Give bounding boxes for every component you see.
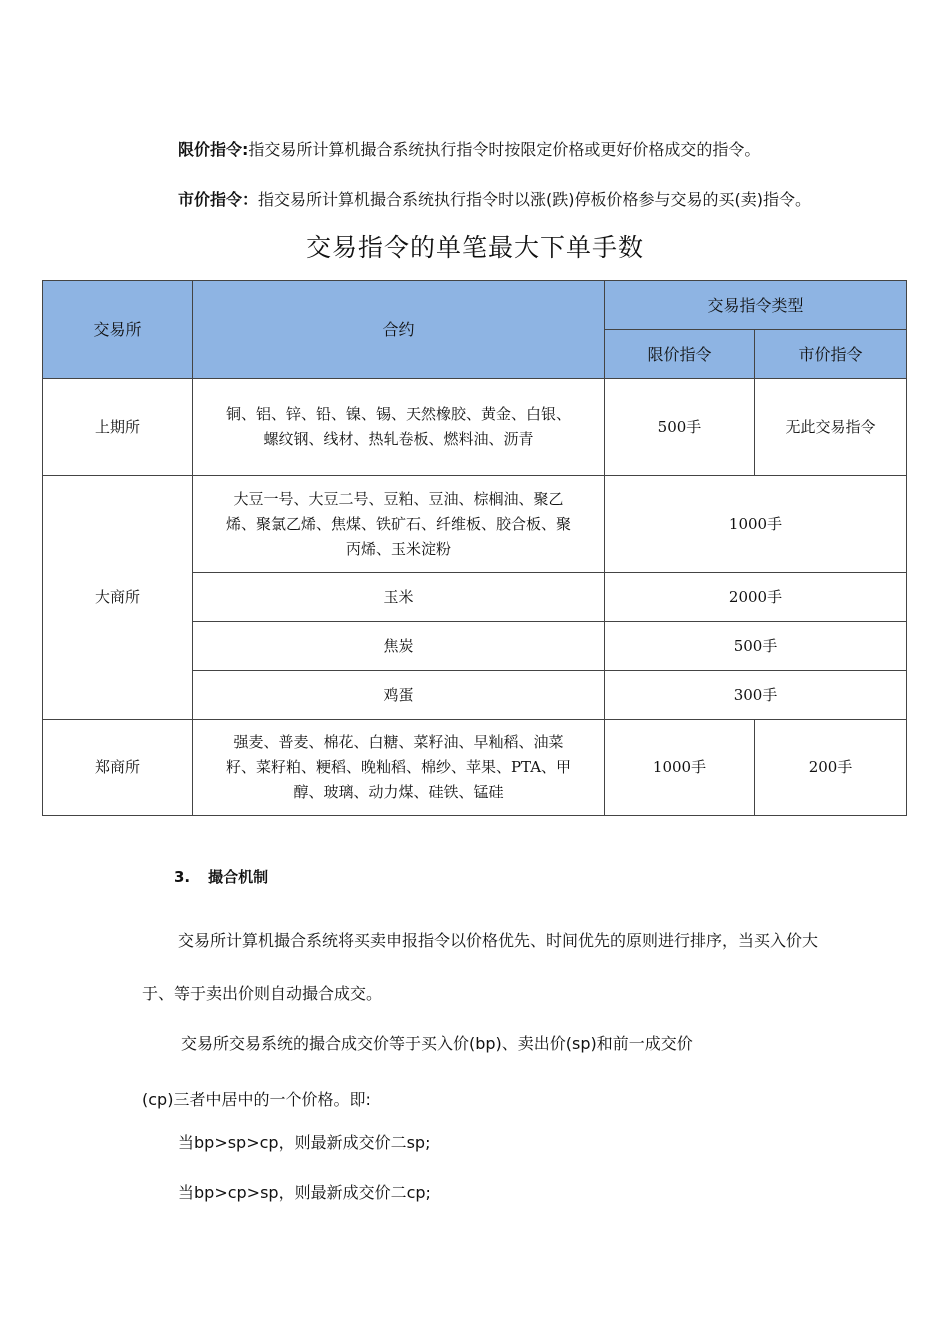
- contract-cell: 焦炭: [193, 622, 605, 671]
- contract-line: 烯、聚氯乙烯、焦煤、铁矿石、纤维板、胶合板、聚: [225, 514, 571, 533]
- contract-line: 籽、菜籽粕、粳稻、晚籼稻、棉纱、苹果、PTA、甲: [225, 758, 572, 776]
- table-row: [43, 379, 907, 476]
- max-order-cell: 300手: [605, 671, 907, 720]
- contract-line: 醇、玻璃、动力煤、硅铁、锰硅: [293, 783, 504, 801]
- paragraph-line: (cp)三者中居中的一个价格。即:: [142, 1090, 371, 1109]
- limit-order-cell: 1000手: [605, 720, 755, 816]
- max-order-cell: 500手: [605, 622, 907, 671]
- max-order-cell: 1000手: [605, 476, 907, 573]
- paragraph-line: 交易所计算机撮合系统将买卖申报指令以价格优先、时间优先的原则进行排序，当买入价大: [178, 931, 819, 950]
- header-limit-order: 限价指令: [605, 330, 755, 379]
- market-order-text: 指交易所计算机撮合系统执行指令时以涨(跌)停板价格参与交易的买(卖)指令。: [258, 190, 812, 209]
- contract-cell: [193, 720, 605, 816]
- order-limits-table: [42, 280, 907, 816]
- market-order-cell: 无此交易指令: [755, 379, 907, 476]
- limit-order-definition: [178, 137, 760, 160]
- limit-order-term: 限价指令: [178, 140, 243, 159]
- contract-line: 螺纹钢、线材、热轧卷板、燃料油、沥青: [263, 430, 534, 448]
- paragraph-line: 于、等于卖出价则自动撮合成交。: [142, 984, 383, 1003]
- header-order-type: 交易指令类型: [605, 281, 907, 330]
- contract-cell: 玉米: [193, 573, 605, 622]
- limit-order-separator: :: [242, 140, 249, 159]
- section-title: 撮合机制: [208, 868, 269, 886]
- section-heading: [174, 866, 268, 887]
- contract-line: 强麦、普麦、棉花、白糖、菜籽油、早籼稻、油菜: [233, 733, 564, 751]
- contract-cell: [193, 476, 605, 573]
- paragraph-line: 交易所交易系统的撮合成交价等于买入价(bp)、卖出价(sp)和前一成交价: [181, 1034, 693, 1053]
- exchange-cell: 大商所: [43, 476, 193, 720]
- contract-cell: [193, 379, 605, 476]
- header-contract: 合约: [193, 281, 605, 379]
- exchange-cell: 上期所: [43, 379, 193, 476]
- exchange-cell: 郑商所: [43, 720, 193, 816]
- max-order-cell: 2000手: [605, 573, 907, 622]
- limit-order-cell: 500手: [605, 379, 755, 476]
- formula-line: 当bp>sp>cp，则最新成交价二sp;: [178, 1133, 431, 1152]
- contract-line: 铜、铝、锌、铅、镍、锡、天然橡胶、黄金、白银、: [225, 405, 571, 423]
- table-row: [43, 720, 907, 816]
- formula-line: 当bp>cp>sp，则最新成交价二cp;: [178, 1183, 431, 1202]
- table-row: [43, 476, 907, 573]
- market-order-term: 市价指令: [178, 190, 243, 209]
- market-order-cell: 200手: [755, 720, 907, 816]
- contract-cell: 鸡蛋: [193, 671, 605, 720]
- market-order-separator: ：: [242, 190, 259, 209]
- table-title: 交易指令的单笔最大下单手数: [305, 233, 644, 262]
- header-exchange: 交易所: [43, 281, 193, 379]
- contract-line: 大豆一号、大豆二号、豆粕、豆油、棕榈油、聚乙: [233, 489, 564, 508]
- header-market-order: 市价指令: [755, 330, 907, 379]
- market-order-definition: [178, 187, 811, 210]
- contract-line: 丙烯、玉米淀粉: [345, 539, 451, 558]
- limit-order-text: 指交易所计算机撮合系统执行指令时按限定价格或更好价格成交的指令。: [248, 140, 761, 159]
- section-number: 3.: [174, 868, 191, 886]
